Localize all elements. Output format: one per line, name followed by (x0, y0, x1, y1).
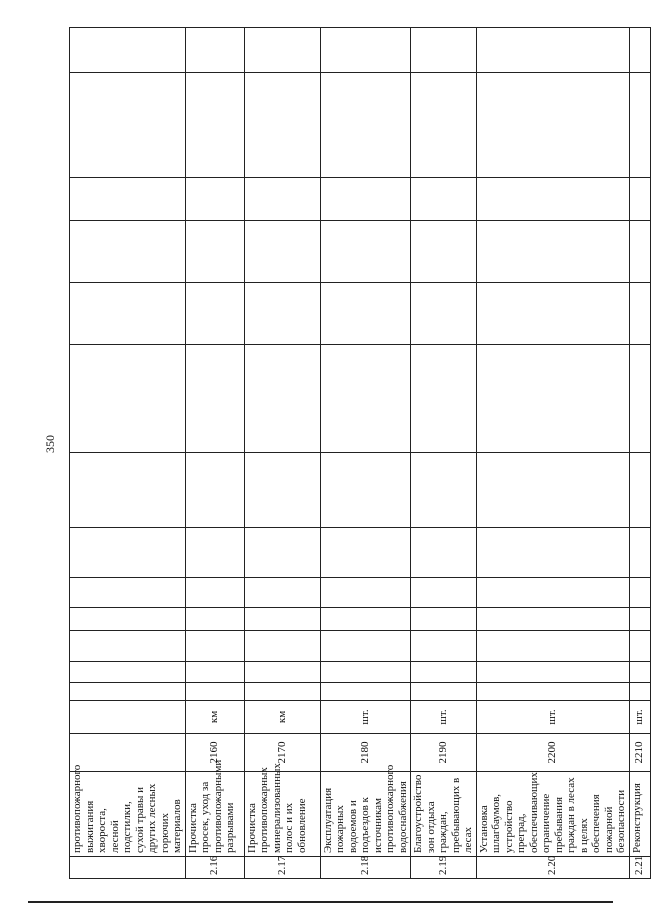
empty-cell (244, 345, 320, 453)
empty-cell (320, 683, 411, 701)
empty-cell (476, 631, 629, 662)
row-code: 2180 (320, 734, 411, 772)
empty-cell (476, 683, 629, 701)
empty-cell (185, 221, 244, 283)
empty-cell (629, 608, 650, 631)
empty-cell (629, 73, 650, 178)
table-row (411, 28, 477, 879)
row-description: Благоустройство зон отдыха граждан, пребывающих в лесах (411, 772, 477, 857)
table-row (185, 28, 244, 879)
empty-cell (411, 221, 477, 283)
empty-cell (411, 283, 477, 345)
empty-cell (411, 345, 477, 453)
empty-cell (629, 221, 650, 283)
empty-cell (476, 345, 629, 453)
empty-cell (320, 178, 411, 221)
empty-cell (476, 283, 629, 345)
empty-cell (185, 178, 244, 221)
empty-cell (244, 662, 320, 683)
empty-cell (320, 662, 411, 683)
empty-cell (411, 528, 477, 578)
empty-cell (629, 283, 650, 345)
row-unit: шт. (411, 701, 477, 734)
empty-cell (476, 608, 629, 631)
empty-cell (629, 683, 650, 701)
empty-cell (244, 453, 320, 528)
empty-cell (244, 221, 320, 283)
empty-cell (70, 528, 186, 578)
row-unit: шт. (629, 701, 650, 734)
rotated-table (69, 28, 646, 879)
table-row (476, 28, 629, 879)
empty-cell (320, 28, 411, 73)
row-code: 2200 (476, 734, 629, 772)
empty-cell (411, 453, 477, 528)
empty-cell (70, 345, 186, 453)
row-unit (70, 701, 186, 734)
empty-cell (411, 662, 477, 683)
empty-cell (476, 453, 629, 528)
row-number: 2.20 (476, 857, 629, 879)
empty-cell (185, 453, 244, 528)
empty-cell (629, 178, 650, 221)
empty-cell (629, 631, 650, 662)
empty-cell (70, 283, 186, 345)
row-unit: км (244, 701, 320, 734)
row-code: 2170 (244, 734, 320, 772)
row-unit: шт. (476, 701, 629, 734)
empty-cell (411, 683, 477, 701)
empty-cell (320, 578, 411, 608)
empty-cell (185, 283, 244, 345)
empty-cell (70, 453, 186, 528)
empty-cell (320, 608, 411, 631)
row-description: Эксплуатация пожарных водоемов и подъездов к источникам противопожарного водоснабжения (320, 772, 411, 857)
row-number: 2.19 (411, 857, 477, 879)
empty-cell (70, 662, 186, 683)
row-description: Прочистка противопожарных минерализованных полос и их обновление (244, 772, 320, 857)
empty-cell (70, 608, 186, 631)
row-description: Установка шлагбаумов, устройство преград, обеспечивающих ограничение пребывания граждан в лесах в целях обеспечения пожарной безопасности (476, 772, 629, 857)
empty-cell (476, 662, 629, 683)
empty-cell (320, 528, 411, 578)
empty-cell (320, 345, 411, 453)
empty-cell (411, 73, 477, 178)
empty-cell (320, 283, 411, 345)
row-description: противопожарного выжигания хвороста, лесной подстилки, сухой травы и других лесных горючих материалов (70, 772, 186, 857)
empty-cell (185, 28, 244, 73)
empty-cell (185, 662, 244, 683)
row-code (70, 734, 186, 772)
empty-cell (244, 631, 320, 662)
data-table (69, 27, 651, 879)
empty-cell (185, 528, 244, 578)
row-unit: шт. (320, 701, 411, 734)
empty-cell (70, 221, 186, 283)
row-unit: км (185, 701, 244, 734)
empty-cell (629, 528, 650, 578)
empty-cell (476, 73, 629, 178)
row-number: 2.18 (320, 857, 411, 879)
empty-cell (629, 578, 650, 608)
empty-cell (476, 28, 629, 73)
empty-cell (320, 73, 411, 178)
empty-cell (244, 683, 320, 701)
row-number (70, 857, 186, 879)
empty-cell (411, 578, 477, 608)
row-number: 2.16 (185, 857, 244, 879)
row-description: Прочистка просек, уход за противопожарными разрывами (185, 772, 244, 857)
empty-cell (185, 683, 244, 701)
table-row (244, 28, 320, 879)
empty-cell (320, 221, 411, 283)
empty-cell (70, 73, 186, 178)
empty-cell (629, 28, 650, 73)
row-code: 2210 (629, 734, 650, 772)
empty-cell (244, 28, 320, 73)
row-code: 2160 (185, 734, 244, 772)
row-description: Реконструкция (629, 772, 650, 857)
empty-cell (476, 528, 629, 578)
empty-cell (70, 631, 186, 662)
empty-cell (411, 28, 477, 73)
empty-cell (185, 73, 244, 178)
table-row (70, 28, 186, 879)
empty-cell (411, 608, 477, 631)
empty-cell (411, 631, 477, 662)
row-number: 2.17 (244, 857, 320, 879)
row-code: 2190 (411, 734, 477, 772)
row-number: 2.21 (629, 857, 650, 879)
empty-cell (70, 683, 186, 701)
empty-cell (244, 283, 320, 345)
empty-cell (244, 178, 320, 221)
empty-cell (244, 73, 320, 178)
empty-cell (70, 178, 186, 221)
bottom-rule (28, 901, 613, 903)
empty-cell (185, 345, 244, 453)
empty-cell (320, 453, 411, 528)
empty-cell (629, 345, 650, 453)
empty-cell (185, 578, 244, 608)
empty-cell (70, 28, 186, 73)
empty-cell (244, 528, 320, 578)
table-row (320, 28, 411, 879)
empty-cell (476, 221, 629, 283)
empty-cell (70, 578, 186, 608)
table-row (629, 28, 650, 879)
page-number: 350 (43, 435, 57, 453)
empty-cell (629, 453, 650, 528)
empty-cell (244, 578, 320, 608)
empty-cell (476, 578, 629, 608)
empty-cell (411, 178, 477, 221)
empty-cell (185, 608, 244, 631)
empty-cell (320, 631, 411, 662)
empty-cell (629, 662, 650, 683)
empty-cell (185, 631, 244, 662)
empty-cell (476, 178, 629, 221)
empty-cell (244, 608, 320, 631)
